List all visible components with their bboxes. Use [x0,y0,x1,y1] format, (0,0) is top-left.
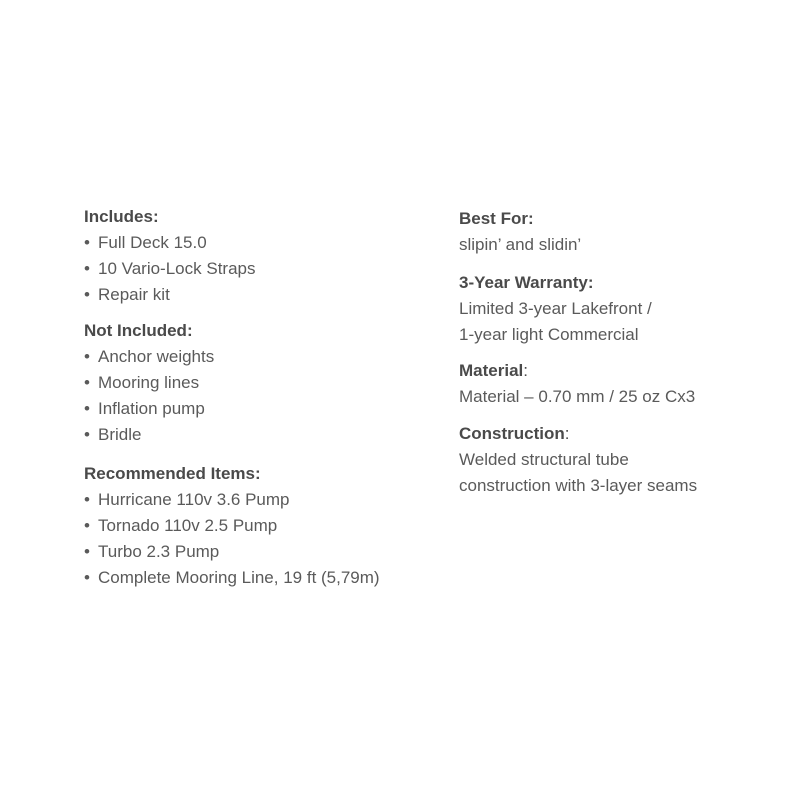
list-item: • Mooring lines [84,370,424,396]
warranty-text-line: 1-year light Commercial [459,325,639,344]
bullet-icon: • [84,490,90,509]
not-included-heading: Not Included: [84,321,193,340]
includes-section [84,204,424,308]
bullet-icon: • [84,259,90,278]
list-item: • Anchor weights [84,344,424,370]
bullet-icon: • [84,285,90,304]
list-item: • Full Deck 15.0 [84,230,424,256]
list-item: • Complete Mooring Line, 19 ft (5,79m) [84,565,424,591]
bullet-icon: • [84,347,90,366]
bullet-icon: • [84,399,90,418]
warranty-section [459,270,779,348]
list-item: • Hurricane 110v 3.6 Pump [84,487,424,513]
bullet-icon: • [84,233,90,252]
warranty-heading: 3-Year Warranty: [459,273,594,292]
bullet-icon: • [84,568,90,587]
construction-section [459,421,779,499]
list-item: • Inflation pump [84,396,424,422]
material-section [459,358,779,410]
list-item: • Bridle [84,422,424,448]
bullet-icon: • [84,425,90,444]
material-text: Material – 0.70 mm / 25 oz Cx3 [459,387,696,406]
recommended-heading: Recommended Items: [84,464,261,483]
construction-text-line: Welded structural tube [459,450,629,469]
material-heading: Material: [459,361,528,380]
construction-text-line: construction with 3-layer seams [459,476,698,495]
bullet-icon: • [84,542,90,561]
best-for-section [459,206,779,258]
best-for-text: slipin’ and slidin’ [459,235,582,254]
list-item: • Tornado 110v 2.5 Pump [84,513,424,539]
includes-heading: Includes: [84,207,159,226]
bullet-icon: • [84,373,90,392]
not-included-section [84,318,424,448]
warranty-text-line: Limited 3-year Lakefront / [459,299,652,318]
list-item: • Turbo 2.3 Pump [84,539,424,565]
construction-heading: Construction: [459,424,570,443]
best-for-heading: Best For: [459,209,534,228]
list-item: • 10 Vario-Lock Straps [84,256,424,282]
bullet-icon: • [84,516,90,535]
list-item: • Repair kit [84,282,424,308]
recommended-section [84,461,424,591]
